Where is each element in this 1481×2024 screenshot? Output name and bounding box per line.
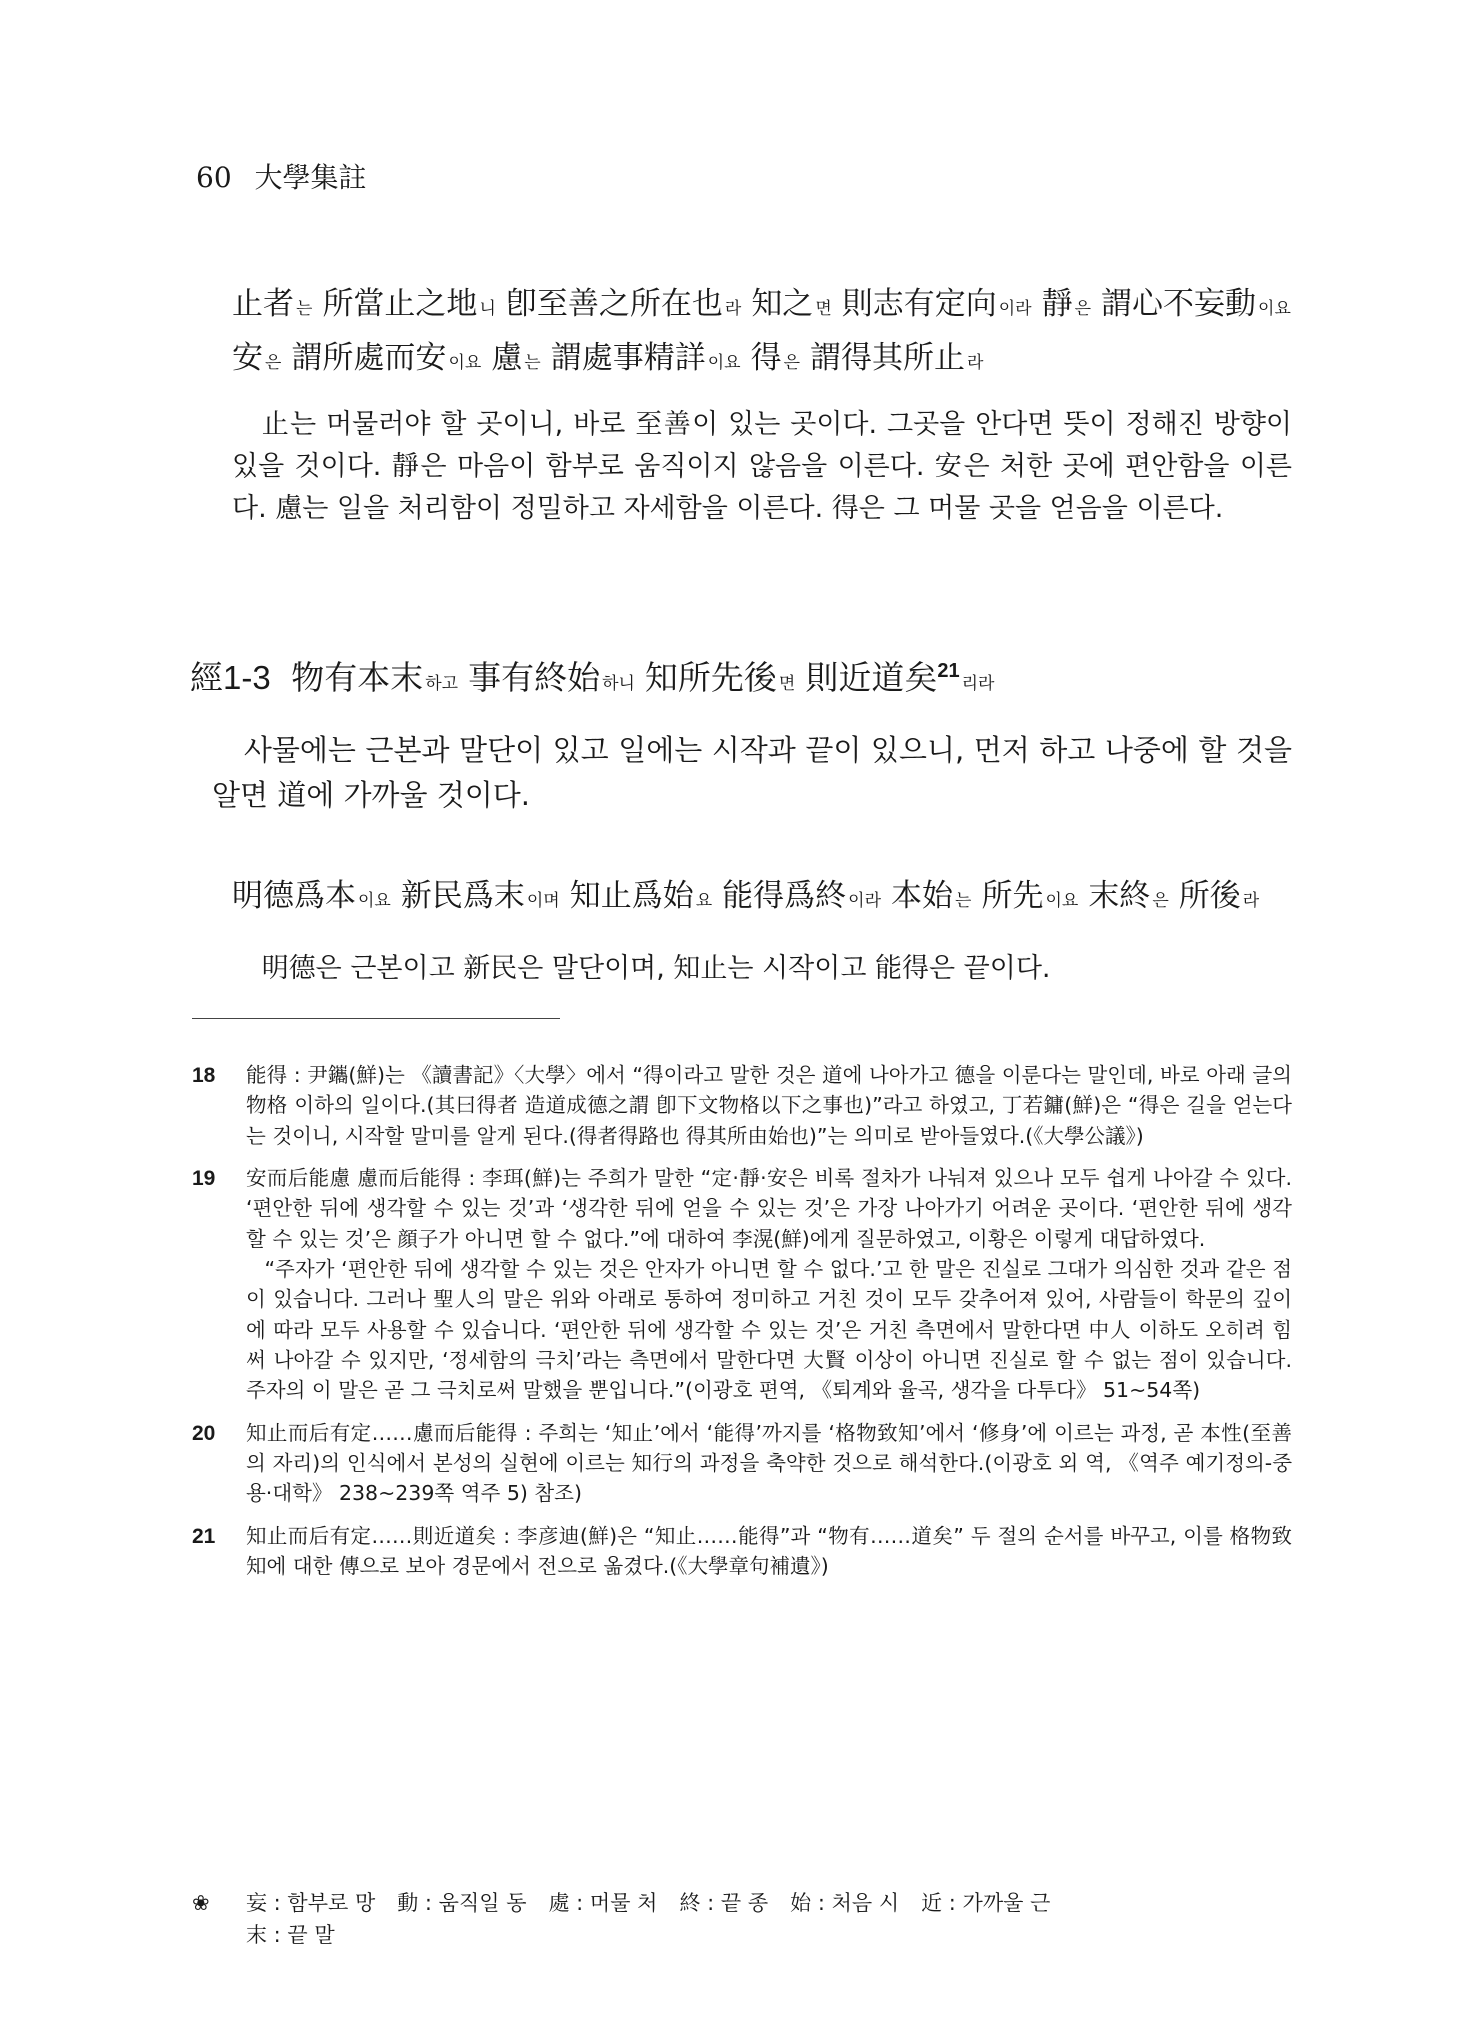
footnote-number: 20 [192, 1421, 216, 1445]
commentary-hanja: 末終 [1088, 878, 1151, 914]
footnote-body [246, 1521, 1292, 1582]
commentary-particle: 은 [1074, 299, 1092, 319]
running-head [196, 156, 367, 196]
commentary-hanja: 知之 [751, 286, 814, 322]
section-hanja: 物有本末 [291, 658, 424, 697]
page-number: 60 [196, 161, 232, 194]
commentary-hanja: 謂所處而安 [291, 340, 447, 376]
glossary-symbol-icon: ❀ [192, 1891, 210, 1915]
glossary-item: 處 : 머물 처 [548, 1891, 658, 1915]
section-hanja: 知所先後 [644, 658, 777, 697]
commentary-particle: 이요 [707, 353, 741, 373]
commentary-hanja: 本始 [891, 878, 954, 914]
commentary-particle: 라 [967, 353, 984, 373]
commentary-hanja: 謂處事精詳 [550, 340, 706, 376]
commentary-hanja: 慮 [491, 340, 523, 376]
section-hanja: 則近道矣 [805, 658, 938, 697]
footnote-body [246, 1418, 1292, 1509]
commentary-hanja: 明德爲本 [232, 878, 356, 914]
footnote-body [246, 1060, 1292, 1151]
translation-2 [212, 728, 1292, 818]
glossary-item: 終 : 끝 종 [679, 1891, 769, 1915]
commentary-hanja: 所先 [981, 878, 1044, 914]
commentary-particle: 은 [265, 353, 282, 373]
footnote-paragraph: 知止而后有定……則近道矣 : 李彦迪(鮮)은 “知止……能得”과 “物有……道矣” 두 절의 순서를 바꾸고, 이를 格物致知에 대한 傳으로 보아 경문에서 전으로 옮겼다.(《大學章句補遺》) [246, 1523, 1292, 1578]
footnote-19 [192, 1163, 1292, 1406]
commentary-particle: 이요 [1258, 299, 1291, 319]
commentary-hanja: 卽至善之所在也 [505, 286, 723, 322]
footnote-20 [192, 1418, 1292, 1509]
commentary-particle: 이요 [358, 891, 391, 911]
section-hanja: 事有終始 [468, 658, 601, 697]
commentary-hanja: 靜 [1041, 286, 1073, 322]
commentary-hanja: 能得爲終 [722, 878, 847, 914]
commentary-particle: 니 [479, 299, 496, 319]
commentary-particle: 은 [783, 353, 801, 373]
commentary-particle: 이라 [848, 891, 882, 911]
commentary-particle: 이요 [448, 353, 482, 373]
glossary-item: 末 : 끝 말 [246, 1922, 335, 1947]
footnotes [192, 1060, 1292, 1593]
footnote-number: 19 [192, 1166, 216, 1190]
book-title: 大學集註 [254, 161, 367, 194]
section-particle: 하고 [425, 674, 459, 694]
commentary-line-3 [232, 876, 1269, 916]
section-particle: 하니 [602, 674, 635, 694]
commentary-particle: 라 [724, 299, 742, 319]
commentary-particle: 이라 [998, 299, 1032, 319]
commentary-hanja: 則志有定向 [841, 286, 997, 322]
translation-1 [232, 404, 1292, 530]
glossary-item: 妄 : 함부로 망 [246, 1891, 376, 1915]
commentary-hanja: 知止爲始 [569, 878, 694, 914]
commentary-hanja: 安 [232, 340, 263, 376]
section-ending: 리라 [961, 674, 995, 694]
commentary-particle: 면 [815, 299, 832, 319]
glossary [192, 1888, 1292, 1951]
translation-2-text: 사물에는 근본과 말단이 있고 일에는 시작과 끝이 있으니, 먼저 하고 나중에 할 것을 알면 道에 가까울 것이다. [212, 733, 1292, 812]
commentary-hanja: 得 [750, 340, 782, 376]
commentary-particle: 이요 [1045, 891, 1079, 911]
commentary-hanja: 所後 [1178, 878, 1241, 914]
footnote-paragraph: 能得 : 尹鑴(鮮)는 《讀書記》〈大學〉에서 “得이라고 말한 것은 道에 나아가고 德을 이룬다는 말인데, 바로 아래 글의 物格 이하의 일이다.(其曰得者 造道成德之謂 卽下文物格以下之事也)”라고 하였고, 丁若鏞(鮮)은 “得은 길을 얻는다는 것이니, 시작할 말미를 알게 된다.(得者得路也 得其所由始也)”는 의미로 받아들였다.(《大學公議》) [246, 1063, 1292, 1148]
glossary-item: 動 : 움직일 동 [397, 1891, 527, 1915]
glossary-items [246, 1888, 1072, 1951]
commentary-hanja: 止者 [232, 286, 294, 322]
commentary-particle: 요 [695, 891, 713, 911]
commentary-particle: 는 [955, 891, 972, 911]
translation-3-text: 明德은 근본이고 新民은 말단이며, 知止는 시작이고 能得은 끝이다. [261, 953, 1051, 984]
footnote-paragraph: “주자가 ‘편안한 뒤에 생각할 수 있는 것은 안자가 아니면 할 수 없다.’고 한 말은 진실로 그대가 의심한 것과 같은 점이 있습니다. 그러나 聖人의 말은 위와 아래로 통하여 정미하고 거친 것이 모두 갖추어져 있어, 사람들이 학문의 깊이에 따라 모두 사용할 수 있습니다. ‘편안한 뒤에 생각할 수 있는 것’은 거친 측면에서 말한다면 中人 이하도 오히려 힘써 나아갈 수 있지만, ‘정세함의 극치’라는 측면에서 말한다면 大賢 이상이 아니면 진실로 할 수 없는 점이 있습니다. 주자의 이 말은 곧 그 극치로써 말했을 뿐입니다.”(이광호 편역, 《퇴계와 율곡, 생각을 다투다》 51~54쪽) [246, 1256, 1292, 1403]
footnote-paragraph: 知止而后有定……慮而后能得 : 주희는 ‘知止’에서 ‘能得’까지를 ‘格物致知’에서 ‘修身’에 이르는 과정, 곧 本性(至善의 자리)의 인식에서 본성의 실현에 이르는 知行의 과정을 축약한 것으로 해석한다.(이광호 외 역, 《역주 예기정의-중용·대학》 238~239쪽 역주 5) 참조) [246, 1420, 1292, 1506]
footnote-paragraph: 安而后能慮 慮而后能得 : 李珥(鮮)는 주희가 말한 “定·靜·安은 비록 절차가 나눠져 있으나 모두 쉽게 나아갈 수 있다. ‘편안한 뒤에 생각할 수 있는 것’과 ‘생각한 뒤에 얻을 수 있는 것’은 가장 나아가기 어려운 곳이다. ‘편안한 뒤에 생각할 수 있는 것’은 顔子가 아니면 할 수 없다.”에 대하여 李滉(鮮)에게 질문하였고, 이황은 이렇게 대답하였다. [246, 1165, 1292, 1251]
footnote-number: 18 [192, 1064, 216, 1087]
commentary-hanja: 新民爲末 [400, 878, 525, 914]
footnote-number: 21 [192, 1524, 216, 1548]
section-particle: 면 [778, 674, 796, 694]
section-number: 經1-3 [190, 659, 271, 696]
commentary-line-1 [232, 284, 1301, 324]
commentary-particle: 라 [1242, 891, 1260, 911]
translation-1-text: 止는 머물러야 할 곳이니, 바로 至善이 있는 곳이다. 그곳을 안다면 뜻이 정해진 방향이 있을 것이다. 靜은 마음이 함부로 움직이지 않음을 이른다. 安은 처한 곳에 편안함을 이른다. 慮는 일을 처리함이 정밀하고 자세함을 이른다. 得은 그 머물 곳을 얻음을 이른다. [232, 409, 1292, 524]
glossary-item: 近 : 가까울 근 [921, 1891, 1051, 1915]
commentary-particle: 은 [1152, 891, 1169, 911]
commentary-hanja: 所當止之地 [322, 286, 478, 322]
commentary-particle: 는 [296, 299, 313, 319]
commentary-hanja: 謂心不妄動 [1101, 286, 1257, 322]
section-phrases [291, 658, 937, 697]
commentary-line-2 [232, 338, 993, 378]
commentary-particle: 이며 [526, 891, 560, 911]
footnote-ref-21[interactable]: 21 [937, 660, 960, 682]
footnote-body [246, 1163, 1292, 1406]
commentary-particle: 는 [524, 353, 541, 373]
footnote-21 [192, 1521, 1292, 1582]
section-heading [190, 652, 1004, 699]
translation-3 [232, 948, 1292, 990]
glossary-item: 始 : 처음 시 [790, 1891, 900, 1915]
commentary-hanja: 謂得其所止 [810, 340, 966, 376]
footnote-18 [192, 1060, 1292, 1151]
footnote-divider [192, 1018, 560, 1019]
